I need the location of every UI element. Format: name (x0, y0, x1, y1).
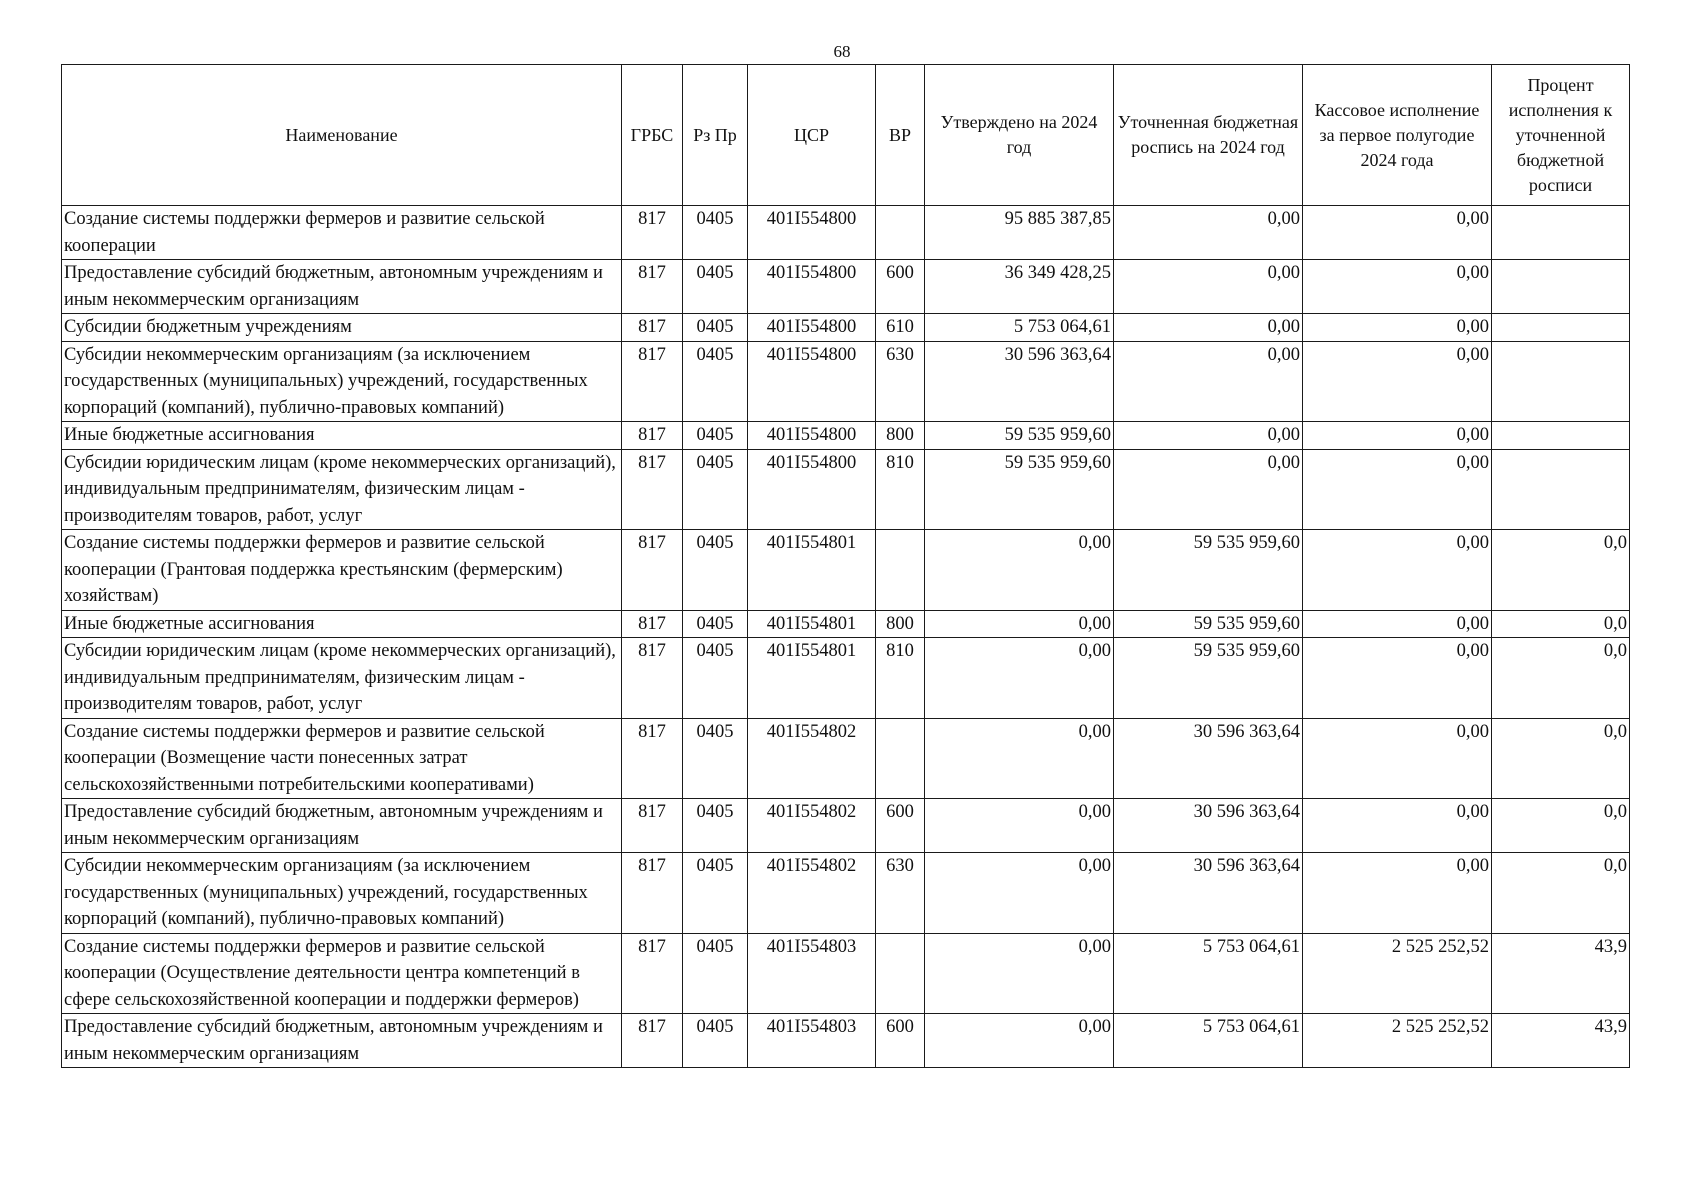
cell-grbs: 817 (622, 314, 683, 342)
cell-rzpr: 0405 (683, 933, 748, 1014)
cell-approved: 0,00 (925, 933, 1114, 1014)
table-row (62, 449, 1630, 530)
cell-refined: 0,00 (1114, 449, 1303, 530)
cell-grbs: 817 (622, 638, 683, 719)
cell-approved: 0,00 (925, 1014, 1114, 1068)
cell-approved: 59 535 959,60 (925, 422, 1114, 450)
cell-name: Создание системы поддержки фермеров и развитие сельской кооперации (62, 206, 622, 260)
cell-percent: 0,0 (1492, 718, 1630, 799)
cell-cash: 2 525 252,52 (1303, 933, 1492, 1014)
cell-percent: 0,0 (1492, 853, 1630, 934)
cell-percent (1492, 422, 1630, 450)
cell-name: Субсидии некоммерческим организациям (за исключением государственных (муниципальных) учреждений, государственных корпораций (компаний), публично-правовых компаний) (62, 341, 622, 422)
cell-cash: 0,00 (1303, 638, 1492, 719)
table-row (62, 610, 1630, 638)
cell-csr: 401I554801 (748, 638, 876, 719)
cell-rzpr: 0405 (683, 206, 748, 260)
cell-grbs: 817 (622, 530, 683, 611)
cell-approved: 36 349 428,25 (925, 260, 1114, 314)
cell-refined: 0,00 (1114, 260, 1303, 314)
cell-vr: 610 (876, 314, 925, 342)
cell-vr: 810 (876, 638, 925, 719)
cell-percent: 0,0 (1492, 610, 1630, 638)
table-row (62, 314, 1630, 342)
cell-rzpr: 0405 (683, 530, 748, 611)
cell-percent: 43,9 (1492, 933, 1630, 1014)
cell-vr (876, 933, 925, 1014)
header-approved: Утверждено на 2024 год (925, 65, 1114, 206)
cell-cash: 2 525 252,52 (1303, 1014, 1492, 1068)
cell-vr (876, 718, 925, 799)
cell-vr (876, 206, 925, 260)
cell-grbs: 817 (622, 799, 683, 853)
cell-csr: 401I554802 (748, 718, 876, 799)
cell-rzpr: 0405 (683, 638, 748, 719)
cell-rzpr: 0405 (683, 341, 748, 422)
cell-grbs: 817 (622, 853, 683, 934)
cell-name: Иные бюджетные ассигнования (62, 610, 622, 638)
cell-percent: 0,0 (1492, 638, 1630, 719)
cell-vr: 600 (876, 260, 925, 314)
cell-cash: 0,00 (1303, 718, 1492, 799)
table-row (62, 206, 1630, 260)
cell-rzpr: 0405 (683, 422, 748, 450)
header-rzpr: Рз Пр (683, 65, 748, 206)
cell-csr: 401I554800 (748, 260, 876, 314)
cell-grbs: 817 (622, 341, 683, 422)
header-percent: Процент исполнения к уточненной бюджетной росписи (1492, 65, 1630, 206)
cell-grbs: 817 (622, 422, 683, 450)
cell-vr: 800 (876, 610, 925, 638)
cell-cash: 0,00 (1303, 799, 1492, 853)
cell-percent (1492, 260, 1630, 314)
cell-cash: 0,00 (1303, 206, 1492, 260)
cell-csr: 401I554801 (748, 610, 876, 638)
cell-refined: 59 535 959,60 (1114, 530, 1303, 611)
cell-refined: 30 596 363,64 (1114, 853, 1303, 934)
cell-refined: 59 535 959,60 (1114, 638, 1303, 719)
cell-name: Иные бюджетные ассигнования (62, 422, 622, 450)
cell-percent (1492, 449, 1630, 530)
cell-grbs: 817 (622, 933, 683, 1014)
cell-rzpr: 0405 (683, 449, 748, 530)
cell-name: Предоставление субсидий бюджетным, автономным учреждениям и иным некоммерческим организациям (62, 799, 622, 853)
cell-approved: 30 596 363,64 (925, 341, 1114, 422)
cell-vr: 800 (876, 422, 925, 450)
cell-rzpr: 0405 (683, 718, 748, 799)
cell-grbs: 817 (622, 260, 683, 314)
cell-percent (1492, 206, 1630, 260)
cell-csr: 401I554800 (748, 422, 876, 450)
budget-table (61, 64, 1630, 1068)
cell-rzpr: 0405 (683, 260, 748, 314)
cell-grbs: 817 (622, 206, 683, 260)
cell-approved: 59 535 959,60 (925, 449, 1114, 530)
cell-name: Субсидии некоммерческим организациям (за исключением государственных (муниципальных) учреждений, государственных корпораций (компаний), публично-правовых компаний) (62, 853, 622, 934)
table-row (62, 799, 1630, 853)
header-refined: Уточненная бюджетная роспись на 2024 год (1114, 65, 1303, 206)
header-cash: Кассовое исполнение за первое полугодие 2024 года (1303, 65, 1492, 206)
cell-refined: 30 596 363,64 (1114, 718, 1303, 799)
cell-cash: 0,00 (1303, 422, 1492, 450)
cell-name: Субсидии юридическим лицам (кроме некоммерческих организаций), индивидуальным предпринимателям, физическим лицам - производителям товаров, работ, услуг (62, 638, 622, 719)
cell-approved: 0,00 (925, 638, 1114, 719)
cell-cash: 0,00 (1303, 610, 1492, 638)
cell-percent (1492, 314, 1630, 342)
cell-approved: 0,00 (925, 799, 1114, 853)
cell-csr: 401I554802 (748, 799, 876, 853)
cell-percent (1492, 341, 1630, 422)
header-vr: ВР (876, 65, 925, 206)
cell-csr: 401I554800 (748, 206, 876, 260)
cell-vr: 630 (876, 341, 925, 422)
cell-rzpr: 0405 (683, 314, 748, 342)
table-body (62, 206, 1630, 1068)
cell-percent: 0,0 (1492, 530, 1630, 611)
cell-vr: 600 (876, 1014, 925, 1068)
cell-vr: 600 (876, 799, 925, 853)
page-number: 68 (833, 42, 851, 61)
cell-rzpr: 0405 (683, 853, 748, 934)
cell-vr: 630 (876, 853, 925, 934)
cell-vr (876, 530, 925, 611)
cell-percent: 43,9 (1492, 1014, 1630, 1068)
cell-approved: 5 753 064,61 (925, 314, 1114, 342)
table-row (62, 1014, 1630, 1068)
cell-percent: 0,0 (1492, 799, 1630, 853)
cell-approved: 95 885 387,85 (925, 206, 1114, 260)
cell-grbs: 817 (622, 1014, 683, 1068)
cell-refined: 0,00 (1114, 314, 1303, 342)
cell-refined: 5 753 064,61 (1114, 1014, 1303, 1068)
table-row (62, 341, 1630, 422)
cell-csr: 401I554801 (748, 530, 876, 611)
cell-cash: 0,00 (1303, 260, 1492, 314)
cell-cash: 0,00 (1303, 449, 1492, 530)
cell-refined: 0,00 (1114, 206, 1303, 260)
table-row (62, 638, 1630, 719)
cell-rzpr: 0405 (683, 610, 748, 638)
cell-approved: 0,00 (925, 610, 1114, 638)
cell-refined: 0,00 (1114, 341, 1303, 422)
cell-csr: 401I554800 (748, 314, 876, 342)
cell-cash: 0,00 (1303, 853, 1492, 934)
cell-csr: 401I554803 (748, 933, 876, 1014)
cell-name: Предоставление субсидий бюджетным, автономным учреждениям и иным некоммерческим организациям (62, 1014, 622, 1068)
cell-name: Создание системы поддержки фермеров и развитие сельской кооперации (Осуществление деятельности центра компетенций в сфере сельскохозяйственной кооперации и поддержки фермеров) (62, 933, 622, 1014)
cell-refined: 30 596 363,64 (1114, 799, 1303, 853)
cell-approved: 0,00 (925, 853, 1114, 934)
cell-approved: 0,00 (925, 530, 1114, 611)
cell-grbs: 817 (622, 610, 683, 638)
cell-grbs: 817 (622, 718, 683, 799)
cell-cash: 0,00 (1303, 530, 1492, 611)
cell-approved: 0,00 (925, 718, 1114, 799)
cell-csr: 401I554800 (748, 449, 876, 530)
cell-grbs: 817 (622, 449, 683, 530)
table-row (62, 260, 1630, 314)
cell-vr: 810 (876, 449, 925, 530)
cell-csr: 401I554802 (748, 853, 876, 934)
cell-refined: 5 753 064,61 (1114, 933, 1303, 1014)
cell-rzpr: 0405 (683, 1014, 748, 1068)
cell-refined: 59 535 959,60 (1114, 610, 1303, 638)
header-csr: ЦСР (748, 65, 876, 206)
cell-cash: 0,00 (1303, 314, 1492, 342)
cell-refined: 0,00 (1114, 422, 1303, 450)
cell-name: Субсидии бюджетным учреждениям (62, 314, 622, 342)
cell-name: Создание системы поддержки фермеров и развитие сельской кооперации (Грантовая поддержка крестьянским (фермерским) хозяйствам) (62, 530, 622, 611)
header-name: Наименование (62, 65, 622, 206)
cell-name: Предоставление субсидий бюджетным, автономным учреждениям и иным некоммерческим организациям (62, 260, 622, 314)
header-grbs: ГРБС (622, 65, 683, 206)
cell-name: Субсидии юридическим лицам (кроме некоммерческих организаций), индивидуальным предпринимателям, физическим лицам - производителям товаров, работ, услуг (62, 449, 622, 530)
table-row (62, 718, 1630, 799)
cell-rzpr: 0405 (683, 799, 748, 853)
table-header-row (62, 65, 1630, 206)
table-row (62, 853, 1630, 934)
cell-cash: 0,00 (1303, 341, 1492, 422)
cell-csr: 401I554803 (748, 1014, 876, 1068)
table-row (62, 933, 1630, 1014)
table-row (62, 422, 1630, 450)
cell-name: Создание системы поддержки фермеров и развитие сельской кооперации (Возмещение части понесенных затрат сельскохозяйственными потребительскими кооперативами) (62, 718, 622, 799)
table-row (62, 530, 1630, 611)
cell-csr: 401I554800 (748, 341, 876, 422)
